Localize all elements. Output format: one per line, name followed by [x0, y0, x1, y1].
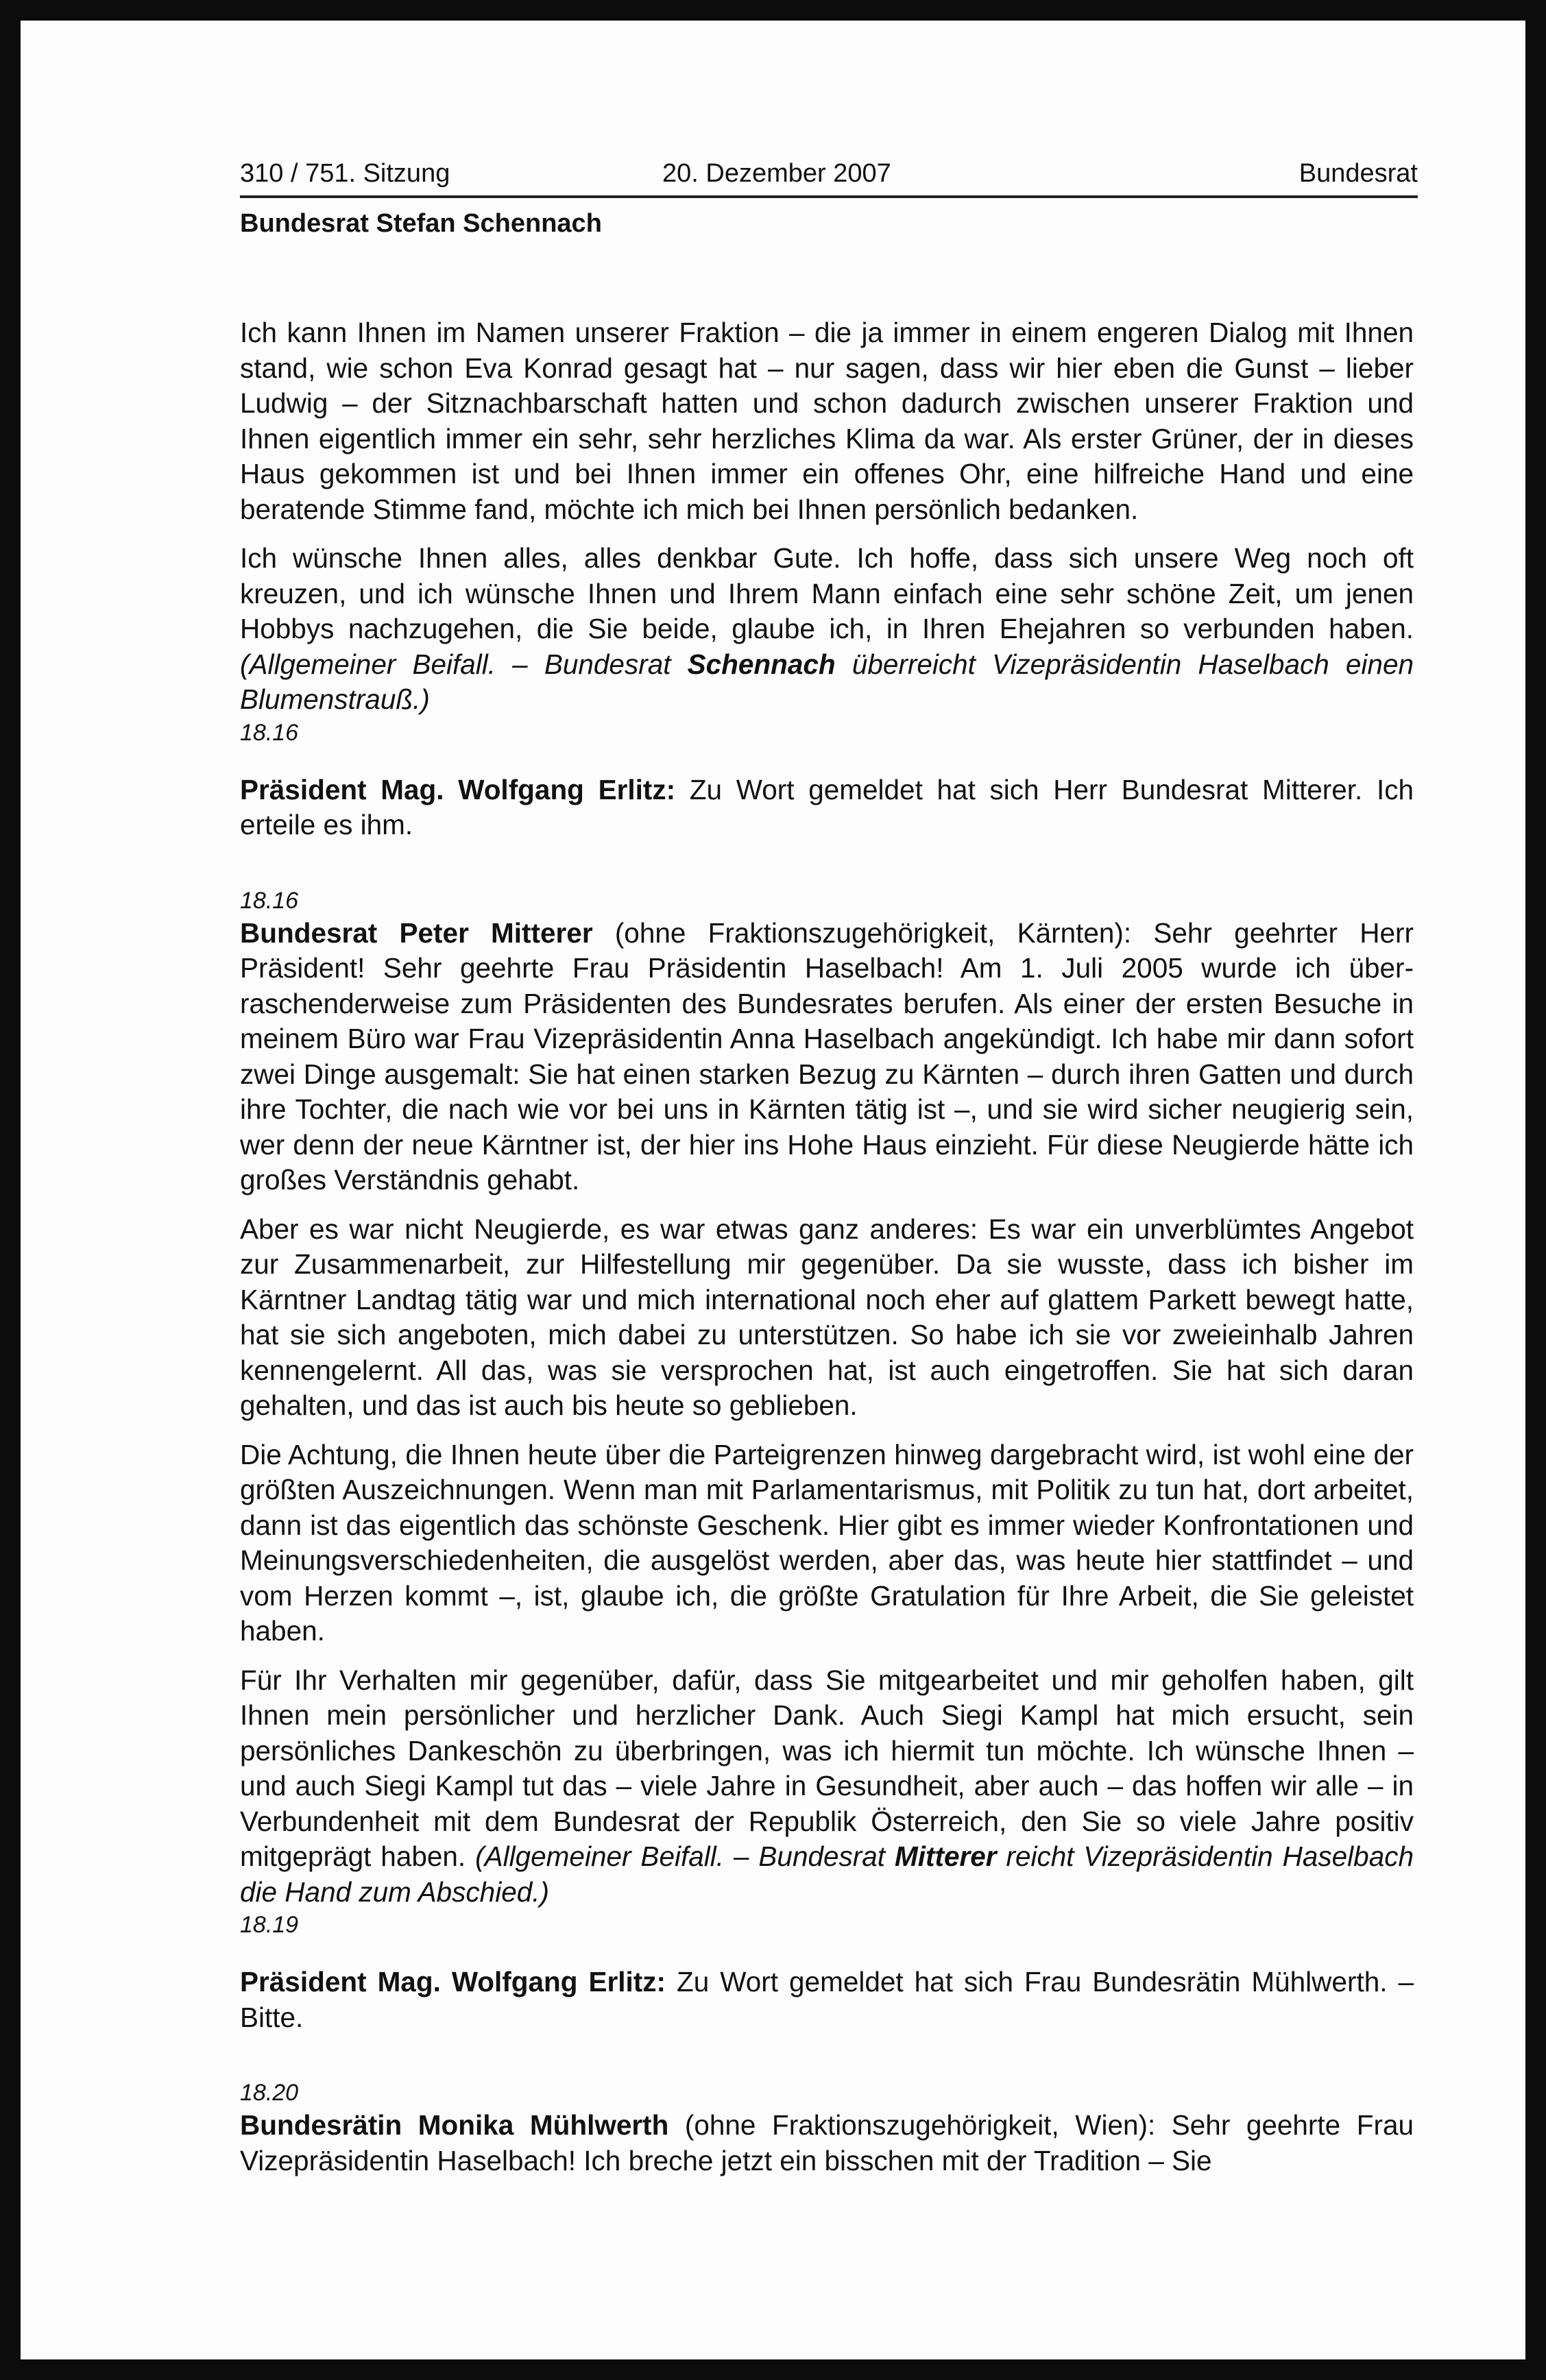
paragraph-with-remark: Für Ihr Verhalten mir gegenüber, dafür, dass Sie mitgearbeitet und mir geholfen haben, gilt Ihnen mein persönlicher und herzlicher Dank. Auch Siegi Kampl hat mich ersucht, sein persönliches Dankeschön zu überbringen, was ich hiermit tun möchte. Ich wünsche Ihnen – und auch Siegi Kampl tut das – viele Jahre in Gesundheit, aber auch – das hoffen wir alle – in Verbundenheit mit dem Bundesrat der Republik Österreich, den Sie so viele Jahre positiv mitgeprägt haben. (Allgemeiner Beifall. – Bundesrat Mitterer reicht Vizepräsidentin Haselbach die Hand zum Abschied.) — [240, 1664, 1414, 1908]
stage-remark: (Allgemeiner Beifall. – Bundesrat — [475, 1841, 895, 1872]
paragraph: Ich kann Ihnen im Namen unserer Fraktion – die ja immer in einem engeren Dialog mit Ihnen stand, wie schon Eva Konrad gesagt hat – nur sagen, dass wir hier eben die Gunst – lieber Ludwig – der Sitznachbarschaft hatten und schon dadurch zwischen unserer Fraktion und Ihnen eigentlich immer ein sehr, sehr herzliches Klima da war. Als erster Grüner, der in dieses Haus gekommen ist und bei Ihnen immer ein offenes Ohr, eine hilfreiche Hand und eine beratende Stimme fand, möchte ich mich bei Ihnen persönlich bedanken. — [240, 317, 1414, 525]
page-session-label: 310 / 751. Sitzung — [240, 159, 450, 188]
stage-remark: (Allgemeiner Beifall. – Bundesrat — [240, 648, 688, 680]
speaker-name: Präsident Mag. Wolfgang Erlitz: — [240, 773, 676, 805]
session-date: 20. Dezember 2007 — [662, 159, 891, 188]
stage-remark: überreicht Vizepräsidentin Haselbach einen Blumenstrauß.) — [240, 648, 1414, 715]
chamber-name: Bundesrat — [1299, 159, 1418, 188]
timestamp: 18.20 — [240, 2080, 299, 2106]
president-statement: Präsident Mag. Wolfgang Erlitz: Zu Wort gemeldet hat sich Herr Bundesrat Mitterer. Ich erteile es ihm. — [240, 773, 1414, 840]
speaker-name: Präsident Mag. Wolfgang Erlitz: — [240, 1966, 666, 1997]
president-statement: Präsident Mag. Wolfgang Erlitz: Zu Wort gemeldet hat sich Frau Bundesrätin Mühlwerth. – Bitte. — [240, 1966, 1414, 2033]
transcript-body — [240, 315, 1414, 2178]
timestamp: 18.16 — [240, 719, 299, 746]
speaker-name: Bundesrat Peter Mitterer — [240, 916, 593, 949]
paragraph-with-remark: Ich wünsche Ihnen alles, alles denkbar Gute. Ich hoffe, dass sich unsere Weg noch oft kreuzen, und ich wünsche Ihnen und Ihrem Mann einfach eine sehr schöne Zeit, um jenen Hobbys nachzugehen, die Sie beide, glaube ich, in Ihren Ehejahren so verbunden haben. (Allgemeiner Beifall. – Bundesrat Schennach überreicht Vizepräsidentin Haselbach einen Blumenstrauß.) — [240, 542, 1414, 715]
timestamp: 18.16 — [240, 887, 299, 914]
header-divider — [240, 195, 1418, 198]
speaker-name: Bundesrätin Monika Mühlwerth — [240, 2109, 669, 2141]
paragraph: Aber es war nicht Neugierde, es war etwas ganz anderes: Es war ein unverblümtes Angebot zur Zusammenarbeit, zur Hilfestellung mir gegenüber. Da sie wusste, dass ich bisher im Kärntner Landtag tätig war und mich international noch eher auf glattem Parkett bewegt hatte, hat sie sich angeboten, mich dabei zu unterstützen. So habe ich sie vor zweieinhalb Jahren kennengelernt. All das, was sie versprochen hat, ist auch eingetroffen. Sie hat sich daran gehalten, und das ist auch bis heute so geblieben. — [240, 1213, 1414, 1421]
page-header — [240, 154, 1418, 193]
stage-remark-name: Schennach — [687, 648, 836, 680]
stage-remark-name: Mitterer — [895, 1841, 997, 1872]
timestamp: 18.19 — [240, 1912, 299, 1938]
paragraph: Die Achtung, die Ihnen heute über die Parteigrenzen hinweg dargebracht wird, ist wohl eine der größten Auszeichnungen. Wenn man mit Parlamentarismus, mit Politik zu tun hat, dort arbeitet, dann ist das eigentlich das schönste Geschenk. Hier gibt es immer wieder Konfrontationen und Meinungsverschiedenheiten, die ausgelöst werden, aber das, was heute hier stattfindet – und vom Herzen kommt –, ist, glaube ich, die größte Gratulation für Ihre Arbeit, die Sie geleistet haben. — [240, 1438, 1414, 1647]
stage-remark: reicht Vizepräsidentin Haselbach die Hand zum Abschied.) — [240, 1841, 1414, 1908]
speech-opening: Bundesrat Peter Mitterer (ohne Fraktionszugehörigkeit, Kärnten): Sehr geehrter Herr Präsident! Sehr geehrte Frau Präsidentin Haselbach! Am 1. Juli 2005 wurde ich überraschenderweise zum Präsidenten des Bundesrates berufen. Als einer der ersten Besuche in meinem Büro war Frau Vizepräsidentin Anna Haselbach angekündigt. Ich habe mir dann sofort zwei Dinge ausgemalt: Sie hat einen starken Bezug zu Kärnten – durch ihren Gatten und durch ihre Tochter, die nach wie vor bei uns in Kärnten tätig ist –, und sie wird sicher neugierig sein, wer denn der neue Kärntner ist, der hier ins Hohe Haus einzieht. Für diese Neugierde hätte ich großes Verständnis gehabt. — [240, 916, 1414, 1195]
running-speaker-heading: Bundesrat Stefan Schennach — [240, 209, 602, 238]
speech-opening: Bundesrätin Monika Mühlwerth (ohne Fraktionszugehörigkeit, Wien): Sehr geehrte Frau Vizepräsidentin Haselbach! Ich breche jetzt ein bisschen mit der Tradition – Sie — [240, 2109, 1414, 2176]
